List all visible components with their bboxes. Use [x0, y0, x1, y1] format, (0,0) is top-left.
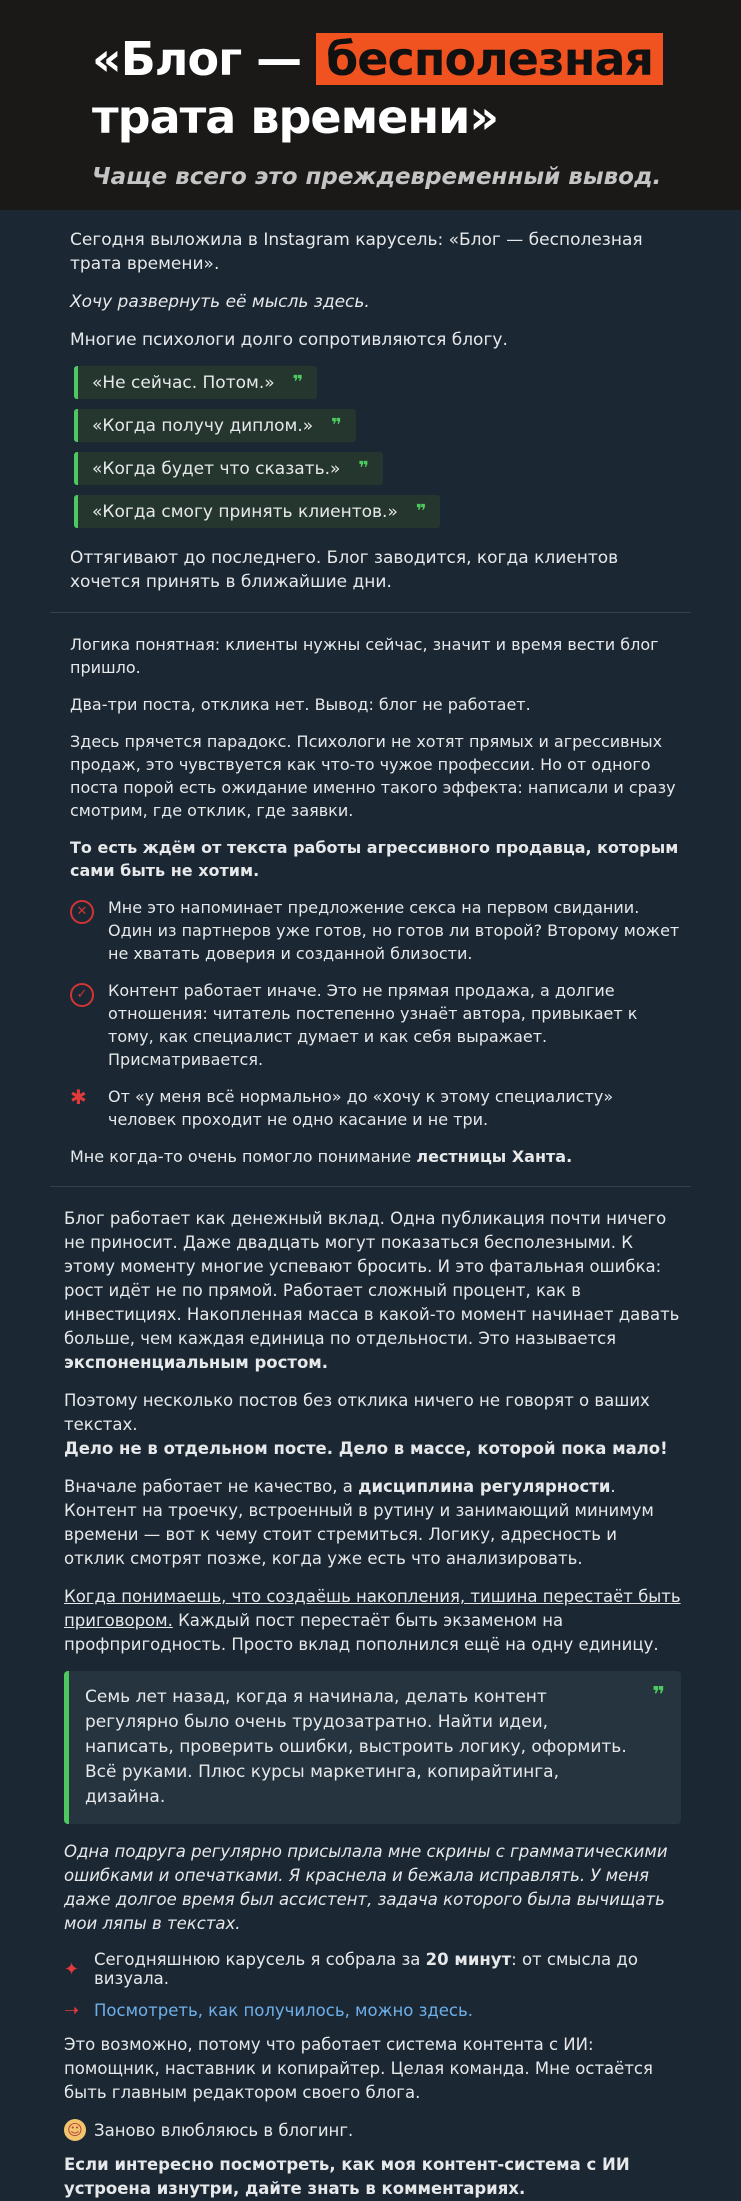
logic-paragraph-1: Логика понятная: клиенты нужны сейчас, значит и время вести блог пришло. — [70, 635, 659, 677]
section-divider — [50, 1186, 691, 1187]
quote-chip: «Когда будет что сказать.» ❞ — [74, 452, 383, 485]
title-line-2: трата времени» — [92, 90, 499, 144]
carousel-link[interactable]: Посмотреть, как получилось, можно здесь. — [94, 2001, 473, 2020]
closing-paragraph: Если интересно посмотреть, как моя контент-система с ИИ устроена изнутри, дайте знать в комментариях. — [64, 2155, 630, 2198]
logic-item-text: От «у меня всё нормально» до «хочу к этому специалисту» человек проходит не одно касание и не три. — [108, 1087, 614, 1129]
deposit-paragraph-1: Блог работает как денежный вклад. Одна публикация почти ничего не приносит. Даже двадцать могут показаться бесполезными. К этому моменту многие успевают бросить. И это фатальная ошибка: рост идёт не по прямой. Работает сложный процент, как в инвестициях. Накопленная масса в какой-то момент начинает давать больше, чем каждая единица по отдельности. Это называется экспоненциальным ростом. — [64, 1209, 680, 1372]
logic-item-text: Контент работает иначе. Это не прямая продажа, а долгие отношения: читатель постепенно узнаёт автора, привыкает к тому, как специалист думает и как себя выражает. Присматривается. — [108, 981, 638, 1069]
deposit-paragraph-5: Это возможно, потому что работает система контента с ИИ: помощник, наставник и копирайтер. Целая команда. Мне остаётся быть главным редактором своего блога. — [64, 2035, 653, 2102]
quote-chip: «Когда получу диплом.» ❞ — [74, 409, 356, 442]
deposit-paragraph-3: Вначале работает не качество, а дисциплина регулярности. Контент на троечку, встроенный в рутину и занимающий минимум времени — вот к чему стоит стремиться. Логику, адресность и отклик смотрят позже, когда уже есть что анализировать. — [64, 1477, 654, 1568]
quote-list — [70, 366, 681, 538]
deposit-paragraph-2: Поэтому несколько постов без отклика ничего не говорят о ваших текстах. Дело не в отдельном посте. Дело в массе, которой пока мало! — [64, 1391, 668, 1458]
logic-section — [0, 633, 741, 1168]
quote-chip: «Не сейчас. Потом.» ❞ — [74, 366, 317, 399]
sparkle-icon: ✦ — [64, 1958, 80, 1980]
blockquote: Семь лет назад, когда я начинала, делать контент регулярно было очень трудозатратно. Найти идеи, написать, проверить ошибки, выстроить логику, оформить. Всё руками. Плюс курсы маркетинга, копирайтинга, дизайна. ❞ — [64, 1671, 681, 1824]
section-divider — [50, 612, 691, 613]
quote-mark-icon: ❞ — [358, 458, 369, 479]
logic-item — [70, 1085, 681, 1131]
x-circle-icon: ✕ — [70, 900, 94, 924]
intro-paragraph-4: Оттягивают до последнего. Блог заводится, когда клиентов хочется принять в ближайшие дни. — [70, 548, 619, 592]
page-title — [92, 30, 741, 146]
quote-mark-icon: ❞ — [292, 372, 304, 393]
asterisk-icon: ✱ — [70, 1085, 87, 1109]
check-circle-icon: ✓ — [70, 983, 94, 1007]
smiling-face-icon: ☺ — [64, 2119, 86, 2141]
intro-section — [0, 228, 741, 594]
logic-item — [70, 979, 681, 1071]
page-subtitle: Чаще всего это преждевременный вывод. — [92, 164, 662, 190]
deposit-paragraph-4: Когда понимаешь, что создаёшь накопления, тишина перестаёт быть приговором. Каждый пост перестаёт быть экзаменом на профпригодность. Просто вклад пополнился ещё на одну единицу. — [64, 1587, 681, 1654]
italic-note: Одна подруга регулярно присылала мне скрины с грамматическими ошибками и опечатками. Я краснела и бежала исправлять. У меня даже долгое время был ассистент, задача которого была вычищать мои ляпы в текстах. — [64, 1842, 668, 1933]
logic-paragraph-3: Здесь прячется парадокс. Психологи не хотят прямых и агрессивных продаж, это чувствуется как что-то чужое профессии. Но от одного поста порой есть ожидание именно такого эффекта: написали и сразу смотрим, где отклик, где заявки. — [70, 732, 676, 820]
hero-header — [0, 0, 741, 210]
logic-paragraph-5: Мне когда-то очень помогло понимание лестницы Ханта. — [70, 1147, 573, 1166]
carousel-time-row: ✦ Сегодняшнюю карусель я собрала за 20 минут: от смысла до визуала. — [64, 1950, 638, 1988]
intro-paragraph-1: Сегодня выложила в Instagram карусель: «Блог — бесполезная трата времени». — [70, 230, 643, 274]
logic-paragraph-2: Два-три поста, отклика нет. Вывод: блог не работает. — [70, 695, 531, 714]
title-highlight: бесполезная — [316, 33, 663, 85]
love-row: ☺ Заново влюбляюсь в блогинг. — [64, 2119, 681, 2141]
quote-mark-icon: ❞ — [331, 415, 342, 436]
quote-mark-icon: ❞ — [652, 1683, 665, 1708]
logic-item — [70, 896, 681, 965]
carousel-link-row — [64, 2000, 681, 2021]
intro-paragraph-3: Многие психологи долго сопротивляются блогу. — [70, 330, 508, 350]
quote-chip: «Когда смогу принять клиентов.» ❞ — [74, 495, 440, 528]
logic-item-text: Мне это напоминает предложение секса на первом свидании. Один из партнеров уже готов, но готов ли второй? Второму может не хватать доверия и созданной близости. — [108, 898, 680, 963]
intro-paragraph-2: Хочу развернуть её мысль здесь. — [70, 292, 370, 312]
logic-paragraph-4: То есть ждём от текста работы агрессивного продавца, которым сами быть не хотим. — [70, 838, 679, 880]
article-body — [0, 210, 741, 2201]
quote-mark-icon: ❞ — [415, 501, 427, 522]
arrow-right-icon: ➝ — [64, 2000, 80, 2021]
title-prefix: «Блог — — [92, 32, 302, 86]
deposit-section — [0, 1207, 741, 2201]
